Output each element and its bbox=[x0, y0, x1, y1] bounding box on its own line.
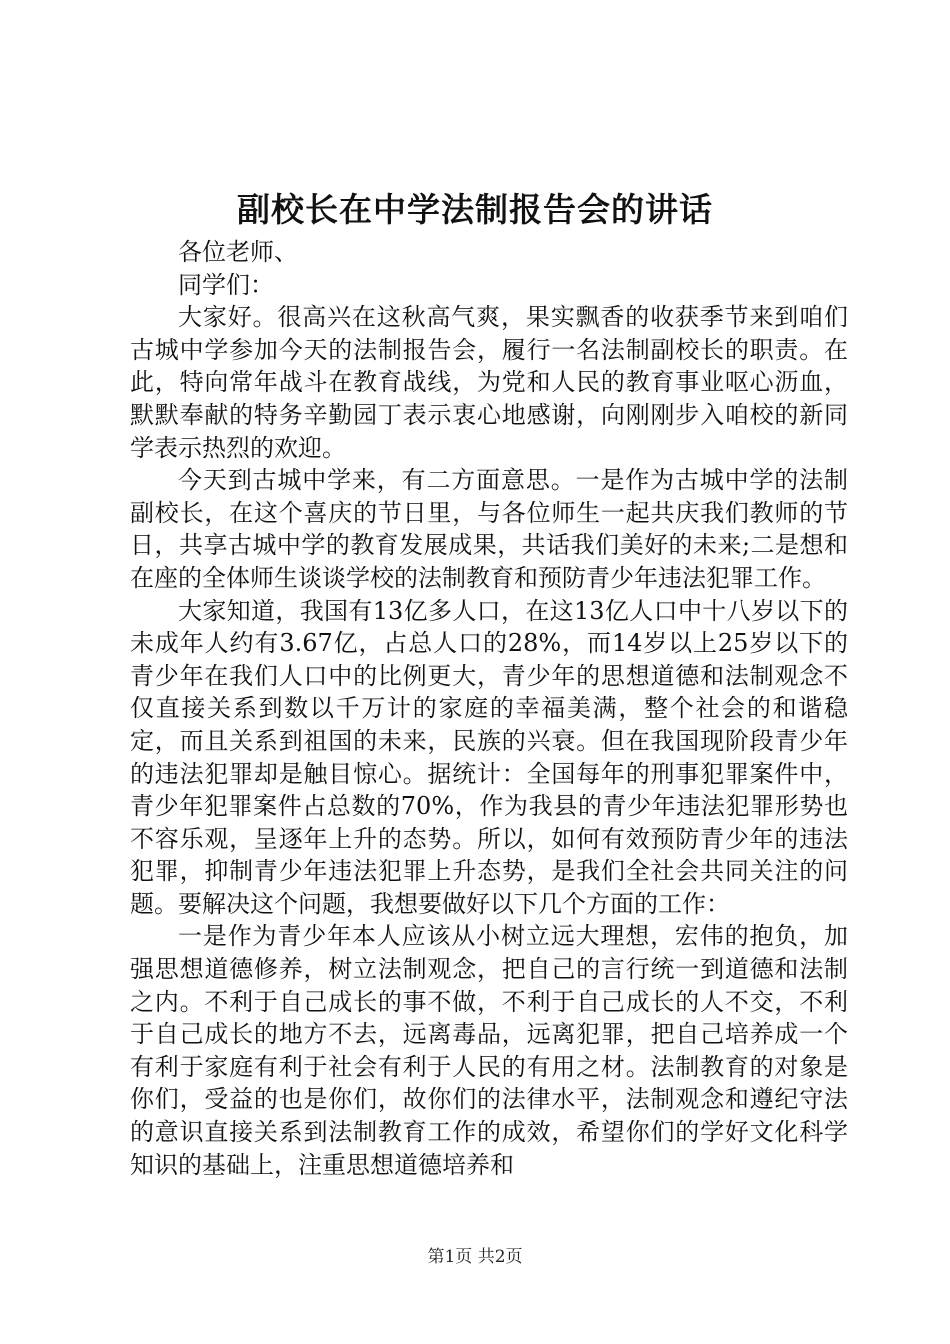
paragraph-first-point: 一是作为青少年本人应该从小树立远大理想，宏伟的抱负，加强思想道德修养，树立法制观念，把自己的言行统一到道德和法制之内。不利于自己成长的事不做，不利于自己成长的人不交，不利于自己成长的地方不去，远离毒品，远离犯罪，把自己培养成一个有利于家庭有利于社会有利于人民的有用之材。法制教育的对象是你们，受益的也是你们，故你们的法律水平，法制观念和遵纪守法的意识直接关系到法制教育工作的成效，希望你们的学好文化科学知识的基础上，注重思想道德培养和 bbox=[130, 922, 848, 1179]
paragraph-greeting: 大家好。很高兴在这秋高气爽，果实飘香的收获季节来到咱们古城中学参加今天的法制报告会，履行一名法制副校长的职责。在此，特向常年战斗在教育战线，为党和人民的教育事业呕心沥血，默默奉献的特务辛勤园丁表示衷心地感谢，向刚刚步入咱校的新同学表示热烈的欢迎。 bbox=[130, 303, 848, 462]
paragraph-purpose: 今天到古城中学来，有二方面意思。一是作为古城中学的法制副校长，在这个喜庆的节日里，与各位师生一起共庆我们教师的节日，共享古城中学的教育发展成果，共话我们美好的未来;二是想和在座的全体师生谈谈学校的法制教育和预防青少年违法犯罪工作。 bbox=[130, 466, 848, 592]
document-title: 副校长在中学法制报告会的讲话 bbox=[237, 190, 713, 229]
paragraph-statistics: 大家知道，我国有13亿多人口，在这13亿人口中十八岁以下的未成年人约有3.67亿，占总人口的28%，而14岁以上25岁以下的青少年在我们人口中的比例更大，青少年的思想道德和法制观念不仅直接关系到数以千万计的家庭的幸福美满，整个社会的和谐稳定，而且关系到祖国的未来，民族的兴衰。但在我国现阶段青少年的违法犯罪却是触目惊心。据统计：全国每年的刑事犯罪案件中，青少年犯罪案件占总数的70%，作为我县的青少年违法犯罪形势也不容乐观，呈逐年上升的态势。所以，如何有效预防青少年的违法犯罪，抑制青少年违法犯罪上升态势，是我们全社会共同关注的问题。要解决这个问题，我想要做好以下几个方面的工作： bbox=[130, 596, 848, 918]
salutation-teachers: 各位老师、 bbox=[178, 238, 298, 266]
page-number: 第1页 共2页 bbox=[427, 1247, 523, 1267]
salutation-students: 同学们： bbox=[178, 270, 274, 299]
document-body bbox=[130, 236, 848, 1181]
